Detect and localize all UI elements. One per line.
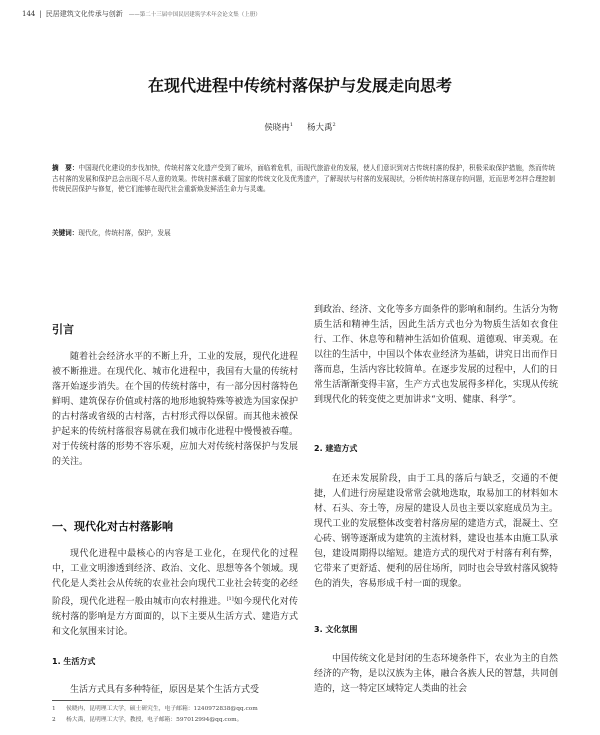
- footnote-item: [52, 704, 552, 715]
- intro-text: 随着社会经济水平的不断上升，工业的发展，现代化进程被不断推进。在现代化、城市化进程中，我国有大量的传统村落开始逐步消失。在个国的传统村落中，有一部分因村落特色鲜明、建筑保存价值或村落的地形地貌特殊等被选为国家保护的古村落或省级的古村落，古村形式得以保留。而其他未被保护起来的传统村落很容易就在我们城市化进程中慢慢被吞噬。对于传统村落的形势不容乐观，应加大对传统村落保护与发展的关注。: [52, 352, 298, 467]
- footnote-number: 2: [52, 717, 56, 723]
- sub1-heading: 1. 生活方式: [52, 657, 96, 666]
- citation-ref: [1]: [226, 596, 234, 602]
- abstract-text: 中国现代化建设的步伐加快，传统村落文化遗产受到了破坏，面临着危机，而现代旅游业的发展，使人们意识到对古传统村落的保护，积极采取保护措施，然而传统古村落的发展和保护总会出现不尽人意的效果。传统村落承载了国家的传统文化及优秀遗产，了解现状与村落的发展现状，分析传统村落现存的问题，近而思考怎样合理控制传统民居保护与修复，使它们能够在现代社会重新焕发鲜活生命力与灵魂。: [52, 164, 556, 194]
- lifestyle-continued-text: 到政治、经济、文化等多方面条件的影响和制约。生活分为物质生活和精神生活，因此生活方式也分为物质生活如衣食住行、工作、休息等和精神生活如价值观、道德观、审美观。在以往的生活中，中国以个体农业经济为基础，讲究日出而作日落而息，生活内容比较简单。在逐步发展的过程中，人们的日常生活渐渐变得丰富，生产方式也发展得多样化，实现从传统到现代化的转变使之更加讲求“文明、健康、科学”。: [314, 305, 558, 405]
- section1-text-part1: 现代化进程中最核心的内容是工业化，在现代化的过程中，工业文明渗透到经济、政治、文化、思想等各个领域。现代化是人类社会从传统的农业社会向现代工业社会转变的必经阶段，现代化进程一般由城市向农村推进。: [52, 549, 298, 607]
- sub3-text: 中国传统文化是封闭的生态环境条件下，农业为主的自然经济的产物，是以汉族为主体，融合各族人民的智慧，共同创造的，这一特定区域特定人类曲的社会: [314, 654, 558, 694]
- sub2-heading: 2. 建造方式: [314, 444, 358, 453]
- abstract-label: 摘 要：: [52, 164, 79, 172]
- journal-name: 民居建筑文化传承与创新: [45, 10, 123, 18]
- sub1-text: 生活方式具有多种特征，原因是某个生活方式受: [70, 685, 260, 695]
- page-number: 144: [22, 10, 36, 18]
- lifestyle-continued-paragraph: [314, 303, 558, 408]
- author-affiliation-mark: 1: [289, 122, 293, 129]
- author-affiliation-mark: 2: [332, 122, 336, 129]
- sub2-paragraph: [314, 472, 558, 592]
- sub3-paragraph: [314, 652, 558, 697]
- keywords-text: 现代化，传统村落，保护，发展: [78, 229, 171, 237]
- abstract: [52, 163, 555, 195]
- running-header: [22, 9, 582, 19]
- sub1-paragraph: [52, 683, 298, 698]
- author-name: 侯晓冉: [264, 123, 290, 133]
- intro-heading: 引言: [52, 323, 74, 336]
- intro-paragraph: [52, 350, 298, 470]
- sub2-text: 在还未发展阶段，由于工具的落后与缺乏，交通的不便捷，人们进行房屋建设常常会就地选取，取易加工的材料如木材、石头、夯土等，房屋的建设人员也主要以家庭成员为主。现代工业的发展整体改变着村落房屋的建造方式，混凝土、空心砖、钢等逐渐成为建筑的主流材料，建设也基本由施工队承包，建设周期得以缩短。建造方式的现代对于村落有利有弊，它带来了更舒适、便利的居住场所，同时也会导致村落风貌特色的消失，容易形成千村一面的现象。: [314, 474, 558, 589]
- paper-title: 在现代进程中传统村落保护与发展走向思考: [147, 76, 452, 95]
- footnote-divider: [52, 700, 142, 701]
- footnote-text: 杨大禹，昆明理工大学，教授，电子邮箱：597012994@qq.com。: [66, 717, 243, 723]
- footnote-item: [52, 715, 552, 726]
- section1-text: [52, 547, 298, 640]
- sub3-heading: 3. 文化氛围: [314, 625, 358, 634]
- header-separator: |: [39, 10, 42, 18]
- section1-heading: 一、现代化对古村落影响: [52, 520, 173, 533]
- footnote-text: 侯晓冉，昆明理工大学，硕士研究生，电子邮箱：1240972838@qq.com: [66, 706, 258, 712]
- footnote-number: 1: [52, 706, 56, 712]
- keywords: [52, 227, 555, 237]
- section1-text-part2: 如今现代化对传统村落的影响是方方面面的，以下主要从生活方式、建造方式和文化氛围来讨论。: [52, 597, 298, 637]
- section1-paragraph: [52, 547, 298, 640]
- keywords-label: 关键词：: [52, 229, 79, 237]
- footnotes: [52, 704, 552, 726]
- author-list: [0, 121, 600, 133]
- author-name: 杨大禹: [307, 123, 333, 133]
- journal-subtitle: ——第二十三届中国民居建筑学术年会论文集（上册）: [128, 12, 261, 18]
